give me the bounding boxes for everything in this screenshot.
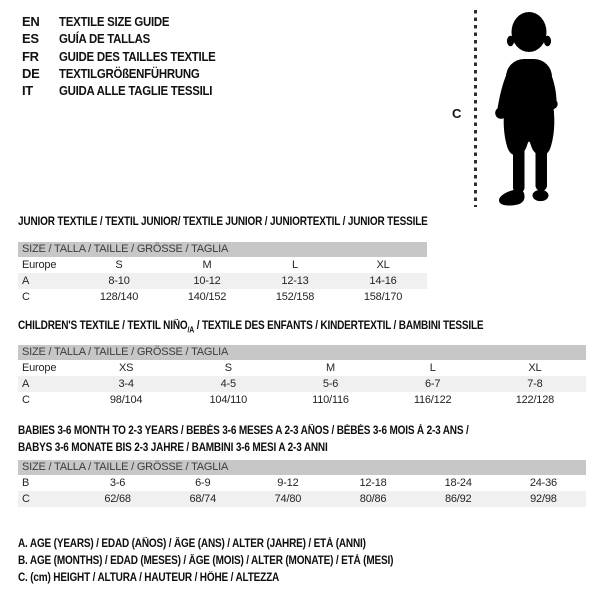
height-measure-dashed-line <box>474 10 477 207</box>
cell: 74/80 <box>245 491 330 507</box>
table-row <box>18 392 586 408</box>
language-row-en <box>22 13 237 30</box>
cell: 104/110 <box>177 392 279 408</box>
cell: 110/116 <box>279 392 381 408</box>
children-title-post: / TEXTILE DES ENFANTS / KINDERTEXTIL / BAMBINI TESSILE <box>194 320 484 332</box>
table-row <box>18 257 427 273</box>
cell: L <box>251 257 339 273</box>
cell: 12-18 <box>330 475 415 491</box>
height-measure-label: C <box>452 106 462 121</box>
cell: 5-6 <box>279 376 381 392</box>
table-row <box>18 475 586 491</box>
babies-title-line1: BABIES 3-6 MONTH TO 2-3 YEARS / BEBÉS 3-6 MESES A 2-3 AÑOS / BÉBÉS 3-6 MOIS À 2-3 ANS / <box>18 425 469 437</box>
language-row-fr <box>22 48 237 65</box>
row-label: C <box>18 491 75 507</box>
cell: 86/92 <box>416 491 501 507</box>
cell: 140/152 <box>163 289 251 305</box>
row-label: A <box>18 376 75 392</box>
language-title: GUÍA DE TALLAS <box>59 31 150 47</box>
cell: 18-24 <box>416 475 501 491</box>
cell: 14-16 <box>339 273 427 289</box>
cell: 152/158 <box>251 289 339 305</box>
table-row <box>18 273 427 289</box>
size-header-label: SIZE / TALLA / TAILLE / GRÖSSE / TAGLIA <box>18 345 586 360</box>
cell: S <box>177 360 279 376</box>
cell: 24-36 <box>501 475 586 491</box>
cell: 98/104 <box>75 392 177 408</box>
row-label: C <box>18 392 75 408</box>
size-header-row <box>18 345 586 360</box>
babies-title-line2: BABYS 3-6 MONATE BIS 2-3 JAHRE / BAMBINI 3-6 MESI A 2-3 ANNI <box>18 442 328 454</box>
language-row-de <box>22 65 237 82</box>
cell: 6-7 <box>382 376 484 392</box>
row-label: C <box>18 289 75 305</box>
cell: 8-10 <box>75 273 163 289</box>
table-row <box>18 376 586 392</box>
cell: 9-12 <box>245 475 330 491</box>
row-label: Europe <box>18 360 75 376</box>
language-code: DE <box>22 65 40 81</box>
children-title-sub: /A <box>187 325 195 335</box>
language-code: ES <box>22 31 39 47</box>
language-title: GUIDA ALLE TAGLIE TESSILI <box>59 83 213 99</box>
legend-line-a: A. AGE (YEARS) / EDAD (AÑOS) / ÂGE (ANS) / ALTER (JAHRE) / ETÀ (ANNI) <box>18 538 366 550</box>
legend-line-c: C. (cm) HEIGHT / ALTURA / HAUTEUR / HÖHE / ALTEZZA <box>18 572 280 585</box>
cell: M <box>279 360 381 376</box>
cell: 62/68 <box>75 491 160 507</box>
junior-table-title: JUNIOR TEXTILE / TEXTIL JUNIOR/ TEXTILE JUNIOR / JUNIORTEXTIL / JUNIOR TESSILE <box>18 216 428 228</box>
table-row <box>18 491 586 507</box>
junior-size-table <box>18 242 427 305</box>
row-label: A <box>18 273 75 289</box>
cell: XL <box>339 257 427 273</box>
language-code: FR <box>22 48 39 64</box>
cell: 12-13 <box>251 273 339 289</box>
children-table-title <box>18 318 483 338</box>
cell: 80/86 <box>330 491 415 507</box>
language-title: TEXTILE SIZE GUIDE <box>59 14 170 29</box>
language-title: TEXTILGRÖßENFÜHRUNG <box>59 65 200 81</box>
language-title: GUIDE DES TAILLES TEXTILE <box>59 48 216 64</box>
table-row <box>18 360 586 376</box>
table-row <box>18 289 427 305</box>
legend-line-b: B. AGE (MONTHS) / EDAD (MESES) / ÂGE (MOIS) / ALTER (MONATE) / ETÀ (MESI) <box>18 555 394 568</box>
cell: 7-8 <box>484 376 586 392</box>
cell: XS <box>75 360 177 376</box>
cell: XL <box>484 360 586 376</box>
cell: 6-9 <box>160 475 245 491</box>
babies-table-title <box>18 423 469 457</box>
cell: S <box>75 257 163 273</box>
toddler-silhouette-icon <box>482 9 576 209</box>
cell: 158/170 <box>339 289 427 305</box>
size-header-label: SIZE / TALLA / TAILLE / GRÖSSE / TAGLIA <box>18 460 586 475</box>
cell: 128/140 <box>75 289 163 305</box>
measurement-legend <box>18 536 449 588</box>
row-label: B <box>18 475 75 491</box>
language-code: EN <box>22 14 40 29</box>
cell: 92/98 <box>501 491 586 507</box>
cell: 4-5 <box>177 376 279 392</box>
cell: M <box>163 257 251 273</box>
cell: 10-12 <box>163 273 251 289</box>
language-row-it <box>22 82 237 99</box>
cell: L <box>382 360 484 376</box>
size-header-label: SIZE / TALLA / TAILLE / GRÖSSE / TAGLIA <box>18 242 427 257</box>
language-row-es <box>22 30 237 47</box>
children-title-pre: CHILDREN'S TEXTILE / TEXTIL NIÑO <box>18 320 188 332</box>
language-list <box>22 13 237 99</box>
language-code: IT <box>22 83 33 99</box>
cell: 68/74 <box>160 491 245 507</box>
row-label: Europe <box>18 257 75 273</box>
cell: 116/122 <box>382 392 484 408</box>
size-header-row <box>18 242 427 257</box>
cell: 122/128 <box>484 392 586 408</box>
cell: 3-4 <box>75 376 177 392</box>
babies-size-table <box>18 460 586 507</box>
cell: 3-6 <box>75 475 160 491</box>
size-header-row <box>18 460 586 475</box>
children-size-table <box>18 345 586 408</box>
